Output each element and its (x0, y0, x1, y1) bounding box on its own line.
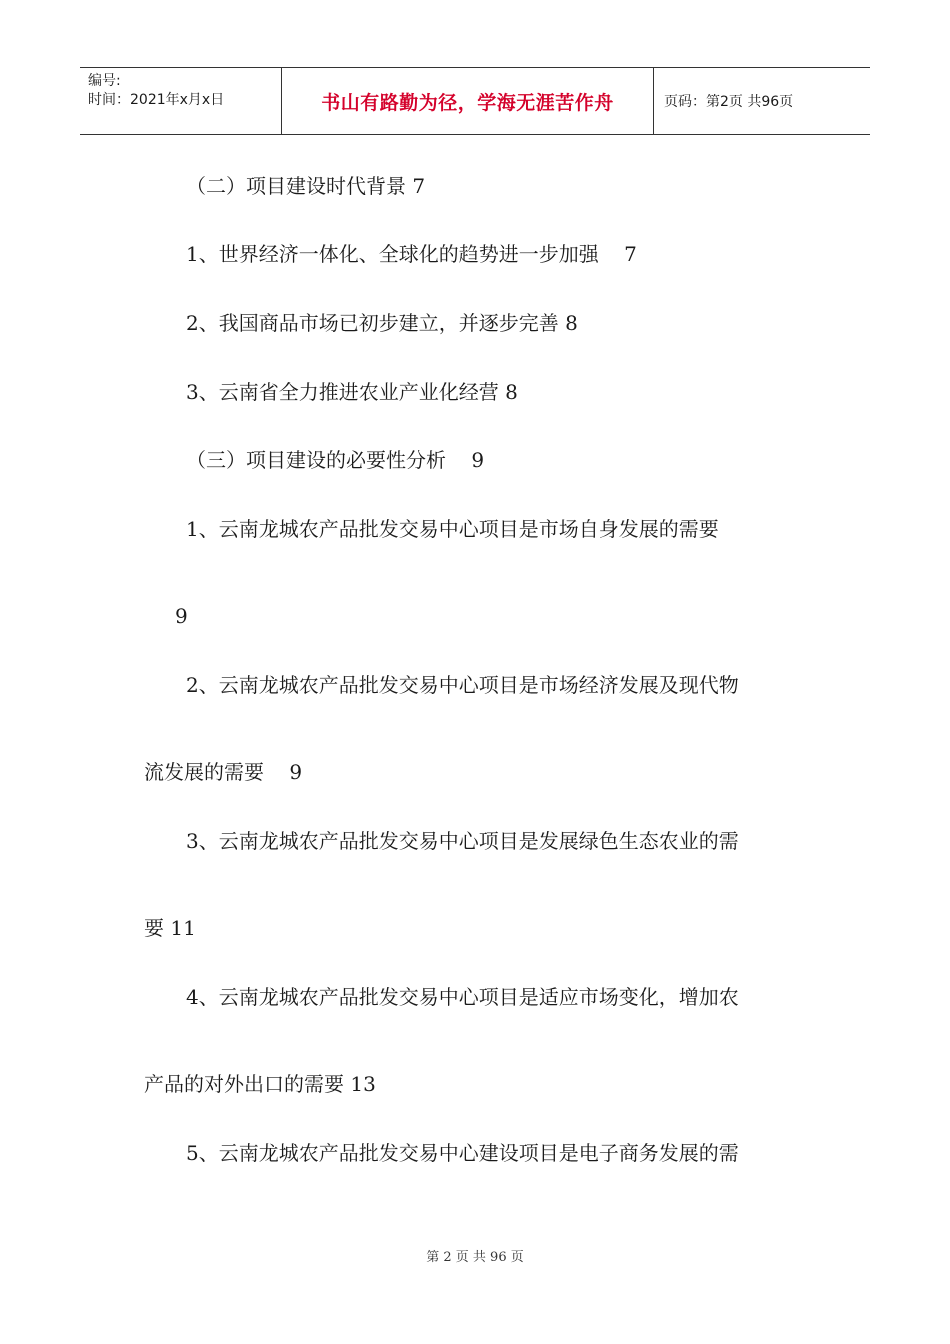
toc-line-3-5: 5、云南龙城农产品批发交易中心建设项目是电子商务发展的需 (186, 1141, 739, 1165)
toc-line-2-1: 1、世界经济一体化、全球化的趋势进一步加强 7 (186, 242, 637, 266)
toc-line-3-2-cont: 流发展的需要 9 (144, 760, 303, 784)
toc-line-3-3-cont: 要 11 (144, 916, 196, 940)
toc-line-3-3: 3、云南龙城农产品批发交易中心项目是发展绿色生态农业的需 (186, 829, 739, 853)
header-motto: 书山有路勤为径，学海无涯苦作舟 (282, 68, 654, 134)
document-header (80, 67, 870, 135)
page-footer: 第 2 页 共 96 页 (426, 1250, 524, 1265)
toc-line-section-2: （二）项目建设时代背景 7 (186, 174, 426, 198)
toc-line-3-2: 2、云南龙城农产品批发交易中心项目是市场经济发展及现代物 (186, 673, 739, 697)
toc-line-2-2: 2、我国商品市场已初步建立，并逐步完善 8 (186, 311, 578, 335)
header-time-label: 时间：2021年x月x日 (88, 92, 225, 108)
header-number-label: 编号: (88, 73, 121, 89)
toc-line-3-1: 1、云南龙城农产品批发交易中心项目是市场自身发展的需要 (186, 517, 719, 541)
toc-line-3-4: 4、云南龙城农产品批发交易中心项目是适应市场变化，增加农 (186, 985, 739, 1009)
toc-line-2-3: 3、云南省全力推进农业产业化经营 8 (186, 380, 518, 404)
toc-line-3-4-cont: 产品的对外出口的需要 13 (144, 1072, 376, 1096)
toc-line-3-1-page: 9 (175, 604, 188, 628)
toc-line-section-3: （三）项目建设的必要性分析 9 (186, 448, 485, 472)
header-meta (80, 68, 282, 134)
header-page-info: 页码：第2页 共96页 (664, 94, 794, 110)
